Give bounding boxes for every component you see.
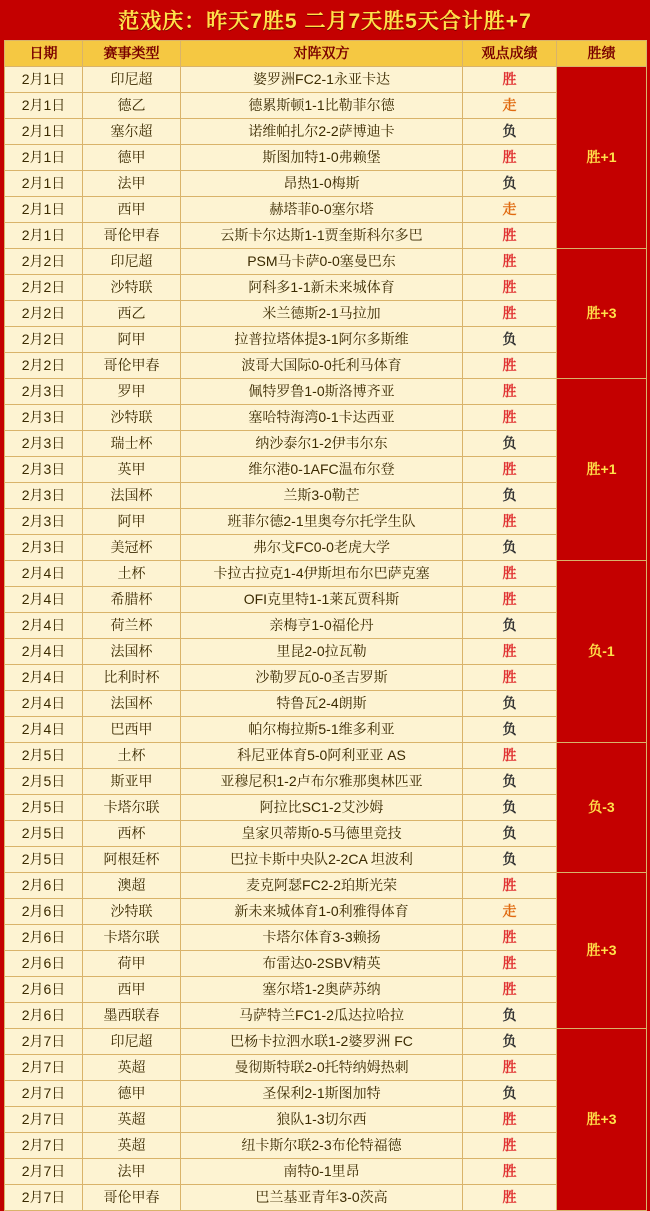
- cell-competition-type: 卡塔尔联: [83, 925, 181, 951]
- table-row: [5, 301, 647, 327]
- table-row: [5, 1185, 647, 1211]
- cell-competition-type: 英超: [83, 1107, 181, 1133]
- cell-result: 胜: [463, 1159, 557, 1185]
- table-row: [5, 249, 647, 275]
- cell-date: 2月1日: [5, 93, 83, 119]
- cell-date: 2月7日: [5, 1185, 83, 1211]
- cell-date: 2月3日: [5, 535, 83, 561]
- cell-result: 胜: [463, 1107, 557, 1133]
- table-row: [5, 483, 647, 509]
- cell-match: 塞尔塔1-2奥萨苏纳: [181, 977, 463, 1003]
- cell-competition-type: 罗甲: [83, 379, 181, 405]
- table-row: [5, 1107, 647, 1133]
- table-row: [5, 613, 647, 639]
- cell-competition-type: 英超: [83, 1133, 181, 1159]
- table-row: [5, 1055, 647, 1081]
- table-row: [5, 535, 647, 561]
- cell-result: 胜: [463, 223, 557, 249]
- cell-result: 走: [463, 197, 557, 223]
- table-row: [5, 509, 647, 535]
- results-table: [4, 40, 647, 1211]
- cell-group-summary: 胜+3: [557, 1029, 647, 1211]
- cell-date: 2月4日: [5, 691, 83, 717]
- table-row: [5, 93, 647, 119]
- cell-date: 2月3日: [5, 405, 83, 431]
- cell-competition-type: 法甲: [83, 171, 181, 197]
- cell-result: 负: [463, 171, 557, 197]
- cell-competition-type: 沙特联: [83, 405, 181, 431]
- cell-date: 2月5日: [5, 847, 83, 873]
- cell-match: 亚穆尼积1-2卢布尔雅那奥林匹亚: [181, 769, 463, 795]
- cell-date: 2月2日: [5, 301, 83, 327]
- cell-match: 卡拉古拉克1-4伊斯坦布尔巴萨克塞: [181, 561, 463, 587]
- cell-match: 纳沙泰尔1-2伊韦尔东: [181, 431, 463, 457]
- cell-match: 纽卡斯尔联2-3布伦特福德: [181, 1133, 463, 1159]
- cell-date: 2月6日: [5, 925, 83, 951]
- table-header-row: [5, 41, 647, 67]
- cell-date: 2月7日: [5, 1029, 83, 1055]
- column-header-match: 对阵双方: [181, 41, 463, 67]
- cell-competition-type: 哥伦甲春: [83, 223, 181, 249]
- table-row: [5, 951, 647, 977]
- cell-competition-type: 瑞士杯: [83, 431, 181, 457]
- cell-result: 胜: [463, 509, 557, 535]
- cell-result: 胜: [463, 561, 557, 587]
- cell-group-summary: 胜+3: [557, 249, 647, 379]
- cell-match: 班菲尔德2-1里奥夸尔托学生队: [181, 509, 463, 535]
- table-row: [5, 665, 647, 691]
- cell-match: 佩特罗鲁1-0斯洛博齐亚: [181, 379, 463, 405]
- table-row: [5, 145, 647, 171]
- cell-date: 2月7日: [5, 1107, 83, 1133]
- cell-result: 胜: [463, 951, 557, 977]
- table-row: [5, 821, 647, 847]
- cell-match: PSM马卡萨0-0塞曼巴东: [181, 249, 463, 275]
- cell-date: 2月2日: [5, 327, 83, 353]
- cell-result: 负: [463, 535, 557, 561]
- cell-date: 2月4日: [5, 639, 83, 665]
- cell-result: 胜: [463, 301, 557, 327]
- cell-match: 南特0-1里昂: [181, 1159, 463, 1185]
- cell-result: 负: [463, 1029, 557, 1055]
- cell-date: 2月6日: [5, 899, 83, 925]
- cell-result: 负: [463, 613, 557, 639]
- cell-date: 2月6日: [5, 873, 83, 899]
- table-row: [5, 275, 647, 301]
- cell-match: 帕尔梅拉斯5-1维多利亚: [181, 717, 463, 743]
- cell-match: 米兰德斯2-1马拉加: [181, 301, 463, 327]
- cell-competition-type: 斯亚甲: [83, 769, 181, 795]
- cell-result: 胜: [463, 249, 557, 275]
- cell-match: 新未来城体育1-0利雅得体育: [181, 899, 463, 925]
- cell-competition-type: 沙特联: [83, 899, 181, 925]
- table-row: [5, 1159, 647, 1185]
- cell-match: 特鲁瓦2-4朗斯: [181, 691, 463, 717]
- cell-date: 2月4日: [5, 587, 83, 613]
- cell-result: 负: [463, 717, 557, 743]
- table-row: [5, 223, 647, 249]
- cell-competition-type: 希腊杯: [83, 587, 181, 613]
- cell-competition-type: 阿根廷杯: [83, 847, 181, 873]
- cell-group-summary: 胜+1: [557, 379, 647, 561]
- cell-competition-type: 英超: [83, 1055, 181, 1081]
- column-header-result: 观点成绩: [463, 41, 557, 67]
- cell-match: 曼彻斯特联2-0托特纳姆热刺: [181, 1055, 463, 1081]
- cell-result: 胜: [463, 379, 557, 405]
- cell-result: 胜: [463, 275, 557, 301]
- table-row: [5, 67, 647, 93]
- cell-competition-type: 巴西甲: [83, 717, 181, 743]
- cell-competition-type: 印尼超: [83, 1029, 181, 1055]
- cell-result: 胜: [463, 457, 557, 483]
- cell-result: 负: [463, 119, 557, 145]
- table-row: [5, 561, 647, 587]
- table-row: [5, 353, 647, 379]
- cell-match: 诺维帕扎尔2-2萨博迪卡: [181, 119, 463, 145]
- cell-result: 负: [463, 821, 557, 847]
- cell-date: 2月1日: [5, 145, 83, 171]
- cell-match: 云斯卡尔达斯1-1贾奎斯科尔多巴: [181, 223, 463, 249]
- cell-match: 昂热1-0梅斯: [181, 171, 463, 197]
- cell-match: OFI克里特1-1莱瓦贾科斯: [181, 587, 463, 613]
- cell-competition-type: 哥伦甲春: [83, 1185, 181, 1211]
- cell-match: 拉普拉塔体提3-1阿尔多斯维: [181, 327, 463, 353]
- cell-match: 塞哈特海湾0-1卡达西亚: [181, 405, 463, 431]
- cell-match: 阿科多1-1新未来城体育: [181, 275, 463, 301]
- cell-date: 2月7日: [5, 1133, 83, 1159]
- cell-competition-type: 法国杯: [83, 639, 181, 665]
- cell-competition-type: 土杯: [83, 743, 181, 769]
- cell-date: 2月4日: [5, 561, 83, 587]
- table-row: [5, 873, 647, 899]
- cell-date: 2月6日: [5, 977, 83, 1003]
- cell-competition-type: 印尼超: [83, 249, 181, 275]
- cell-match: 波哥大国际0-0托利马体育: [181, 353, 463, 379]
- table-row: [5, 639, 647, 665]
- cell-result: 胜: [463, 665, 557, 691]
- cell-date: 2月4日: [5, 665, 83, 691]
- cell-result: 负: [463, 431, 557, 457]
- table-row: [5, 717, 647, 743]
- cell-result: 负: [463, 795, 557, 821]
- cell-match: 布雷达0-2SBV精英: [181, 951, 463, 977]
- cell-date: 2月2日: [5, 275, 83, 301]
- cell-result: 胜: [463, 1185, 557, 1211]
- cell-competition-type: 土杯: [83, 561, 181, 587]
- cell-competition-type: 法国杯: [83, 691, 181, 717]
- cell-competition-type: 西乙: [83, 301, 181, 327]
- cell-match: 皇家贝蒂斯0-5马德里竞技: [181, 821, 463, 847]
- cell-date: 2月5日: [5, 769, 83, 795]
- table-row: [5, 743, 647, 769]
- cell-result: 胜: [463, 639, 557, 665]
- cell-result: 胜: [463, 977, 557, 1003]
- table-body: [5, 67, 647, 1211]
- cell-date: 2月7日: [5, 1055, 83, 1081]
- cell-group-summary: 胜+3: [557, 873, 647, 1029]
- cell-date: 2月5日: [5, 743, 83, 769]
- cell-match: 巴拉卡斯中央队2-2CA 坦波利: [181, 847, 463, 873]
- cell-date: 2月6日: [5, 951, 83, 977]
- cell-competition-type: 法国杯: [83, 483, 181, 509]
- cell-group-summary: 负-1: [557, 561, 647, 743]
- cell-match: 狼队1-3切尔西: [181, 1107, 463, 1133]
- cell-match: 巴杨卡拉泗水联1-2婆罗洲 FC: [181, 1029, 463, 1055]
- cell-result: 胜: [463, 743, 557, 769]
- cell-competition-type: 阿甲: [83, 327, 181, 353]
- cell-date: 2月1日: [5, 171, 83, 197]
- column-header-type: 赛事类型: [83, 41, 181, 67]
- cell-competition-type: 塞尔超: [83, 119, 181, 145]
- cell-match: 弗尔戈FC0-0老虎大学: [181, 535, 463, 561]
- cell-result: 走: [463, 93, 557, 119]
- table-row: [5, 457, 647, 483]
- cell-date: 2月1日: [5, 197, 83, 223]
- cell-group-summary: 负-3: [557, 743, 647, 873]
- cell-group-summary: 胜+1: [557, 67, 647, 249]
- table-row: [5, 119, 647, 145]
- table-row: [5, 587, 647, 613]
- table-row: [5, 977, 647, 1003]
- cell-date: 2月2日: [5, 353, 83, 379]
- cell-match: 里昆2-0拉瓦勒: [181, 639, 463, 665]
- cell-date: 2月3日: [5, 379, 83, 405]
- cell-result: 胜: [463, 145, 557, 171]
- cell-date: 2月1日: [5, 223, 83, 249]
- cell-match: 德累斯顿1-1比勒菲尔德: [181, 93, 463, 119]
- cell-result: 胜: [463, 405, 557, 431]
- cell-match: 亲梅亨1-0福伦丹: [181, 613, 463, 639]
- table-row: [5, 1029, 647, 1055]
- cell-competition-type: 英甲: [83, 457, 181, 483]
- cell-date: 2月2日: [5, 249, 83, 275]
- cell-date: 2月4日: [5, 613, 83, 639]
- cell-result: 胜: [463, 353, 557, 379]
- cell-match: 阿拉比SC1-2艾沙姆: [181, 795, 463, 821]
- cell-date: 2月7日: [5, 1081, 83, 1107]
- table-row: [5, 197, 647, 223]
- cell-date: 2月6日: [5, 1003, 83, 1029]
- cell-match: 兰斯3-0勒芒: [181, 483, 463, 509]
- cell-competition-type: 西甲: [83, 197, 181, 223]
- table-header: [5, 41, 647, 67]
- cell-match: 卡塔尔体育3-3赖扬: [181, 925, 463, 951]
- table-row: [5, 1133, 647, 1159]
- table-row: [5, 795, 647, 821]
- table-row: [5, 431, 647, 457]
- cell-match: 麦克阿瑟FC2-2珀斯光荣: [181, 873, 463, 899]
- cell-match: 圣保利2-1斯图加特: [181, 1081, 463, 1107]
- cell-competition-type: 印尼超: [83, 67, 181, 93]
- cell-competition-type: 德甲: [83, 1081, 181, 1107]
- column-header-date: 日期: [5, 41, 83, 67]
- cell-competition-type: 德乙: [83, 93, 181, 119]
- table-row: [5, 379, 647, 405]
- cell-match: 沙勒罗瓦0-0圣吉罗斯: [181, 665, 463, 691]
- cell-date: 2月5日: [5, 795, 83, 821]
- cell-date: 2月1日: [5, 119, 83, 145]
- table-row: [5, 171, 647, 197]
- table-row: [5, 847, 647, 873]
- cell-result: 负: [463, 1081, 557, 1107]
- cell-match: 巴兰基亚青年3-0茨高: [181, 1185, 463, 1211]
- table-row: [5, 327, 647, 353]
- table-row: [5, 899, 647, 925]
- cell-result: 胜: [463, 873, 557, 899]
- cell-match: 科尼亚体育5-0阿利亚亚 AS: [181, 743, 463, 769]
- cell-result: 胜: [463, 67, 557, 93]
- cell-result: 胜: [463, 587, 557, 613]
- cell-competition-type: 墨西联春: [83, 1003, 181, 1029]
- cell-match: 婆罗洲FC2-1永亚卡达: [181, 67, 463, 93]
- cell-date: 2月5日: [5, 821, 83, 847]
- cell-result: 负: [463, 483, 557, 509]
- cell-date: 2月3日: [5, 509, 83, 535]
- cell-competition-type: 法甲: [83, 1159, 181, 1185]
- cell-result: 胜: [463, 925, 557, 951]
- cell-competition-type: 沙特联: [83, 275, 181, 301]
- table-row: [5, 925, 647, 951]
- cell-competition-type: 卡塔尔联: [83, 795, 181, 821]
- column-header-summary: 胜绩: [557, 41, 647, 67]
- cell-result: 负: [463, 769, 557, 795]
- cell-result: 负: [463, 1003, 557, 1029]
- table-row: [5, 1003, 647, 1029]
- cell-result: 走: [463, 899, 557, 925]
- cell-competition-type: 哥伦甲春: [83, 353, 181, 379]
- cell-competition-type: 西杯: [83, 821, 181, 847]
- cell-date: 2月1日: [5, 67, 83, 93]
- cell-result: 胜: [463, 1133, 557, 1159]
- cell-result: 负: [463, 847, 557, 873]
- cell-match: 维尔港0-1AFC温布尔登: [181, 457, 463, 483]
- cell-result: 负: [463, 327, 557, 353]
- cell-competition-type: 澳超: [83, 873, 181, 899]
- cell-match: 赫塔菲0-0塞尔塔: [181, 197, 463, 223]
- cell-date: 2月3日: [5, 483, 83, 509]
- table-row: [5, 691, 647, 717]
- cell-competition-type: 阿甲: [83, 509, 181, 535]
- table-row: [5, 769, 647, 795]
- cell-date: 2月7日: [5, 1159, 83, 1185]
- cell-date: 2月4日: [5, 717, 83, 743]
- cell-competition-type: 德甲: [83, 145, 181, 171]
- cell-result: 胜: [463, 1055, 557, 1081]
- cell-date: 2月3日: [5, 431, 83, 457]
- cell-competition-type: 西甲: [83, 977, 181, 1003]
- cell-match: 马萨特兰FC1-2瓜达拉哈拉: [181, 1003, 463, 1029]
- cell-date: 2月3日: [5, 457, 83, 483]
- cell-competition-type: 美冠杯: [83, 535, 181, 561]
- cell-competition-type: 比利时杯: [83, 665, 181, 691]
- cell-competition-type: 荷甲: [83, 951, 181, 977]
- table-row: [5, 405, 647, 431]
- cell-competition-type: 荷兰杯: [83, 613, 181, 639]
- table-row: [5, 1081, 647, 1107]
- cell-match: 斯图加特1-0弗赖堡: [181, 145, 463, 171]
- page-title: 范戏庆：昨天7胜5 二月7天胜5天合计胜+7: [118, 10, 532, 33]
- cell-result: 负: [463, 691, 557, 717]
